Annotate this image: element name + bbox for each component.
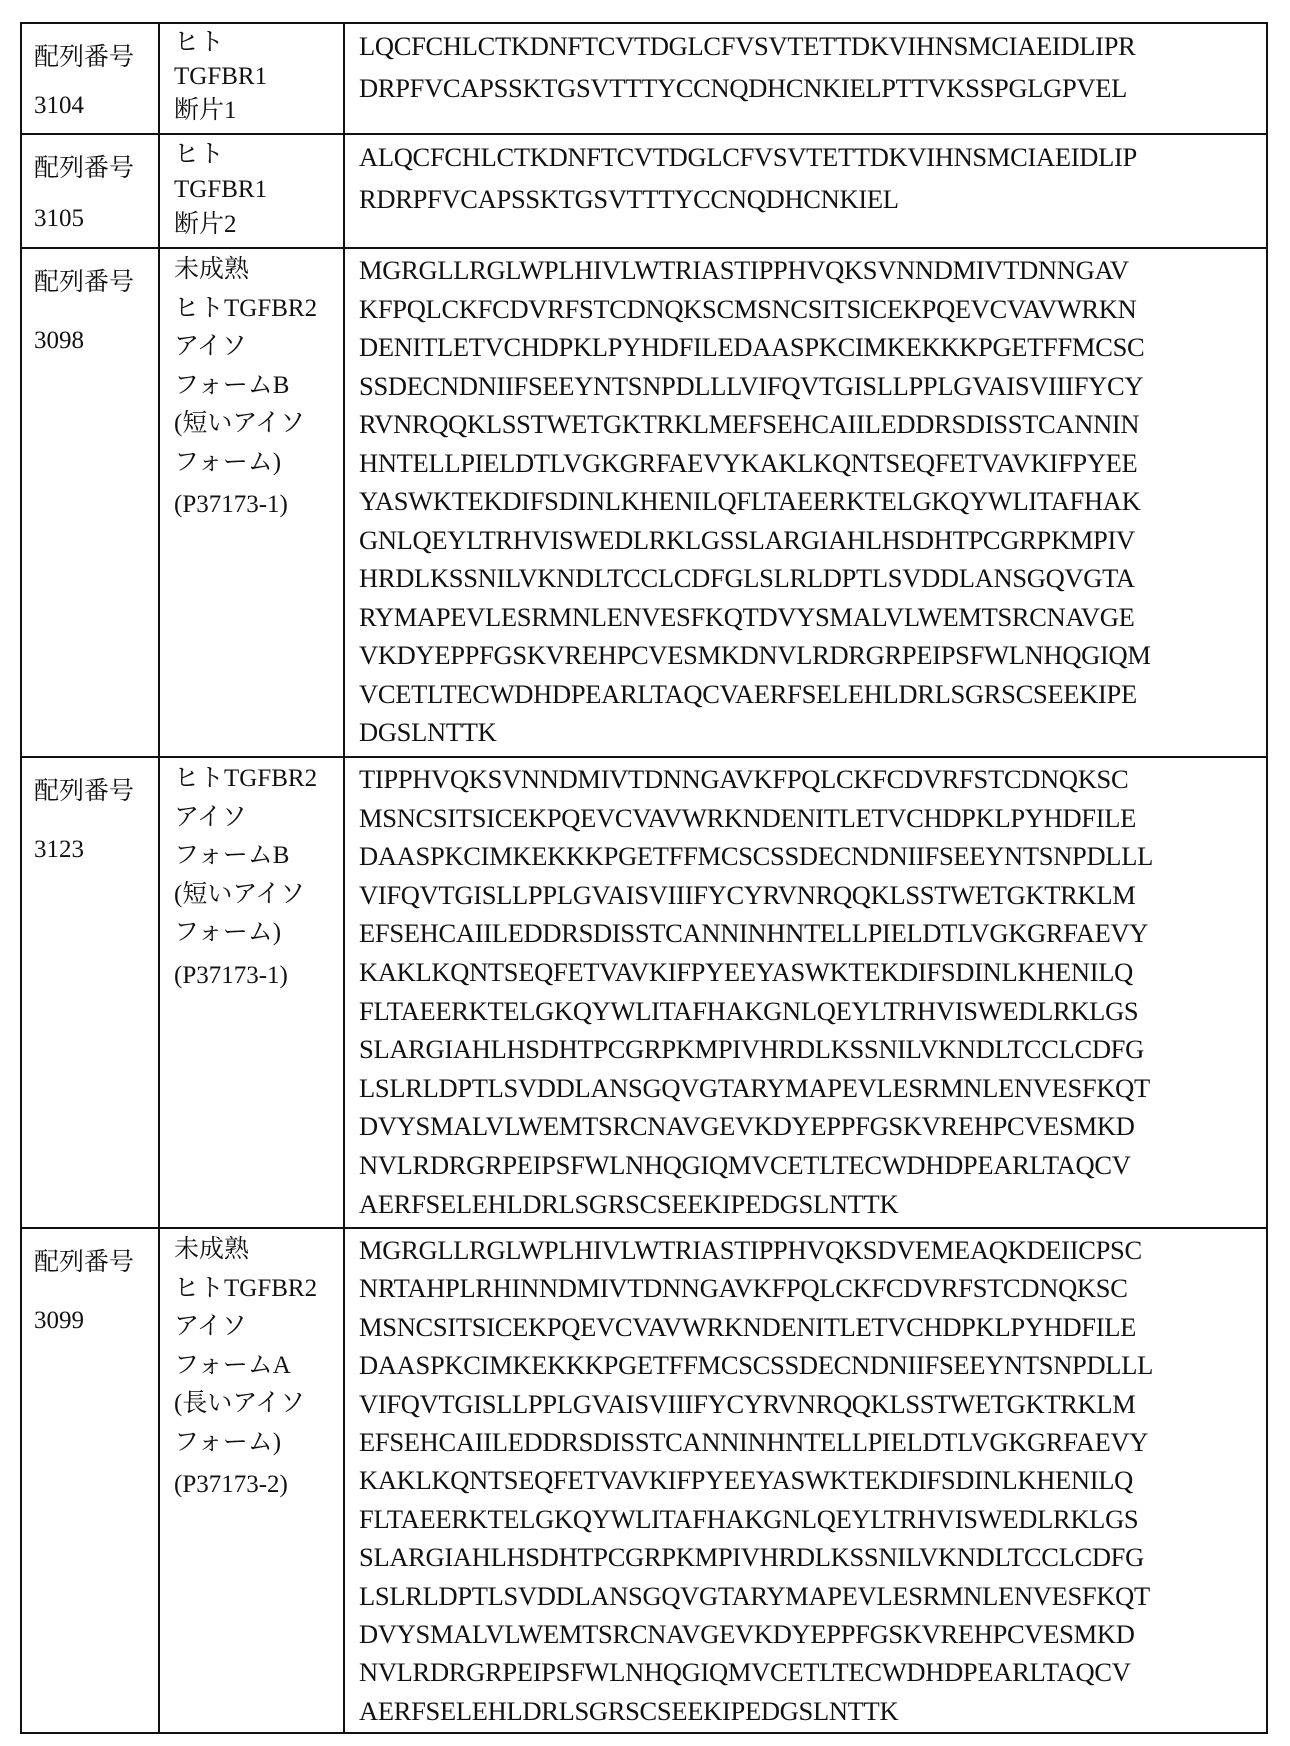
sequence-line: NVLRDRGRPEIPSFWLNHQGIQMVCETLTECWDHDPEARLTAQCV: [359, 1149, 1131, 1180]
sequence-line: KAKLKQNTSEQFETVAVKIFPYEEYASWKTEKDIFSDINLKHENILQ: [359, 1465, 1134, 1496]
table-row: [22, 133, 1266, 247]
seq-id-cell: [22, 135, 160, 247]
sequence-line: VKDYEPPFGSKVREHPCVESMKDNVLRDRGRPEIPSFWLNHQGIQM: [359, 640, 1151, 670]
sequence-line: NVLRDRGRPEIPSFWLNHQGIQMVCETLTECWDHDPEARLTAQCV: [359, 1657, 1131, 1688]
sequence-line: MGRGLLRGLWPLHIVLWTRIASTIPPHVQKSVNNDMIVTDNNGAV: [359, 255, 1129, 285]
sequence-line: SLARGIAHLHSDHTPCGRPKMPIVHRDLKSSNILVKNDLTCCLCDFG: [359, 1542, 1144, 1573]
table-row: [22, 24, 1266, 133]
sequence-line: RYMAPEVLESRMNLENVESFKQTDVYSMALVLWEMTSRCNAVGE: [359, 601, 1135, 632]
description-line: ヒトTGFBR2: [174, 294, 318, 322]
sequence-cell: [345, 135, 1266, 247]
description-cell: [160, 24, 345, 133]
sequence-line: TIPPHVQKSVNNDMIVTDNNGAVKFPQLCKFCDVRFSTCDNQKSC: [359, 764, 1129, 794]
sequence-line: AERFSELEHLDRLSGRSCSEEKIPEDGSLNTTK: [359, 1188, 899, 1219]
description-line: ヒト: [174, 29, 225, 56]
seq-id-label: 配列番号: [34, 776, 135, 805]
sequence-line: SLARGIAHLHSDHTPCGRPKMPIVHRDLKSSNILVKNDLTCCLCDFG: [359, 1034, 1144, 1065]
description-line: ヒトTGFBR2: [174, 1274, 318, 1302]
description-cell: [160, 1229, 345, 1732]
sequence-line: LQCFCHLCTKDNFTCVTDGLCFVSVTETTDKVIHNSMCIAEIDLIPR: [359, 31, 1136, 61]
sequence-line: KAKLKQNTSEQFETVAVKIFPYEEYASWKTEKDIFSDINLKHENILQ: [359, 956, 1134, 987]
seq-id-number: 3123: [34, 836, 84, 863]
description-line: フォームA: [174, 1351, 291, 1379]
sequence-line: LSLRLDPTLSVDDLANSGQVGTARYMAPEVLESRMNLENVESFKQT: [359, 1580, 1150, 1611]
sequence-line: FLTAEERKTELGKQYWLITAFHAKGNLQEYLTRHVISWEDLRKLGS: [359, 1503, 1139, 1534]
sequence-line: DGSLNTTK: [359, 717, 497, 747]
description-line: TGFBR1: [174, 176, 268, 203]
description-line: フォーム): [174, 919, 282, 946]
description-line: フォームB: [174, 371, 290, 399]
description-cell: [160, 135, 345, 247]
sequence-line: EFSEHCAIILEDDRSDISSTCANNINHNTELLPIELDTLVGKGRFAEVY: [359, 918, 1149, 949]
description-line: (短いアイソ: [174, 410, 306, 437]
description-cell: [160, 758, 345, 1227]
sequence-line: AERFSELEHLDRLSGRSCSEEKIPEDGSLNTTK: [359, 1695, 899, 1726]
seq-id-number: 3098: [34, 327, 84, 354]
sequence-cell: [345, 24, 1266, 133]
description-line: TGFBR1: [174, 63, 268, 90]
description-line: アイソ: [174, 333, 247, 360]
sequence-line: HNTELLPIELDTLVGKGRFAEVYKAKLKQNTSEQFETVAVKIFPYEE: [359, 447, 1138, 478]
sequence-line: LSLRLDPTLSVDDLANSGQVGTARYMAPEVLESRMNLENVESFKQT: [359, 1072, 1150, 1103]
seq-id-number: 3104: [34, 92, 84, 119]
seq-id-label: 配列番号: [34, 153, 135, 182]
description-line: フォーム): [174, 1428, 282, 1456]
sequence-line: DAASPKCIMKEKKKPGETFFMCSCSSDECNDNIIFSEEYNTSNPDLLL: [359, 841, 1153, 872]
sequence-line: MSNCSITSICEKPQEVCVAVWRKNDENITLETVCHDPKLPYHDFILE: [359, 1311, 1137, 1342]
description-line: ヒト: [174, 141, 225, 168]
sequence-cell: [345, 1229, 1266, 1732]
sequence-line: KFPQLCKFCDVRFSTCDNQKSCMSNCSITSICEKPQEVCVAVWRKN: [359, 293, 1137, 324]
table-row: [22, 247, 1266, 756]
description-line: 未成熟: [174, 1236, 250, 1263]
sequence-line: FLTAEERKTELGKQYWLITAFHAKGNLQEYLTRHVISWEDLRKLGS: [359, 995, 1139, 1026]
sequence-line: GNLQEYLTRHVISWEDLRKLGSSLARGIAHLHSDHTPCGRPKMPIV: [359, 524, 1135, 555]
seq-id-cell: [22, 24, 160, 133]
seq-id-number: 3105: [34, 205, 84, 232]
sequence-cell: [345, 249, 1266, 756]
sequence-line: RVNRQQKLSSTWETGKTRKLMEFSEHCAIILEDDRSDISSTCANNIN: [359, 409, 1140, 439]
sequence-line: VIFQVTGISLLPPLGVAISVIIIFYCYRVNRQQKLSSTWETGKTRKLM: [359, 1388, 1136, 1419]
description-line: (P37173-1): [174, 491, 288, 518]
sequence-line: RDRPFVCAPSSKTGSVTTTYCCNQDHCNKIEL: [359, 183, 899, 214]
description-line: フォーム): [174, 448, 282, 476]
description-line: 断片1: [174, 97, 237, 124]
sequence-table: [20, 22, 1268, 1734]
description-cell: [160, 249, 345, 756]
sequence-line: YASWKTEKDIFSDINLKHENILQFLTAEERKTELGKQYWLITAFHAK: [359, 486, 1141, 516]
seq-id-cell: [22, 249, 160, 756]
sequence-line: EFSEHCAIILEDDRSDISSTCANNINHNTELLPIELDTLVGKGRFAEVY: [359, 1427, 1149, 1458]
seq-id-cell: [22, 758, 160, 1227]
description-line: (P37173-2): [174, 1471, 288, 1498]
seq-id-label: 配列番号: [34, 267, 135, 296]
sequence-cell: [345, 758, 1266, 1227]
seq-id-cell: [22, 1229, 160, 1732]
sequence-line: DVYSMALVLWEMTSRCNAVGEVKDYEPPFGSKVREHPCVESMKD: [359, 1619, 1135, 1650]
sequence-line: MGRGLLRGLWPLHIVLWTRIASTIPPHVQKSDVEMEAQKDEIICPSC: [359, 1235, 1142, 1265]
seq-id-label: 配列番号: [34, 42, 135, 71]
seq-id-number: 3099: [34, 1307, 84, 1334]
sequence-line: DAASPKCIMKEKKKPGETFFMCSCSSDECNDNIIFSEEYNTSNPDLLL: [359, 1350, 1153, 1381]
description-line: 断片2: [174, 211, 237, 238]
description-line: ヒトTGFBR2: [174, 765, 318, 792]
description-line: (短いアイソ: [174, 880, 306, 908]
sequence-line: VIFQVTGISLLPPLGVAISVIIIFYCYRVNRQQKLSSTWETGKTRKLM: [359, 879, 1136, 910]
sequence-line: ALQCFCHLCTKDNFTCVTDGLCFVSVTETTDKVIHNSMCIAEIDLIP: [359, 142, 1137, 172]
sequence-line: DENITLETVCHDPKLPYHDFILEDAASPKCIMKEKKKPGETFFMCSC: [359, 332, 1145, 362]
sequence-line: VCETLTECWDHDPEARLTAQCVAERFSELEHLDRLSGRSCSEEKIPE: [359, 678, 1137, 709]
sequence-line: MSNCSITSICEKPQEVCVAVWRKNDENITLETVCHDPKLPYHDFILE: [359, 802, 1137, 833]
description-line: フォームB: [174, 842, 290, 869]
description-line: アイソ: [174, 1313, 247, 1340]
description-line: (長いアイソ: [174, 1390, 306, 1417]
seq-id-label: 配列番号: [34, 1247, 135, 1276]
table-row: [22, 1227, 1266, 1732]
sequence-line: HRDLKSSNILVKNDLTCCLCDFGLSLRLDPTLSVDDLANSGQVGTA: [359, 563, 1135, 593]
description-line: (P37173-1): [174, 961, 288, 989]
table-row: [22, 756, 1266, 1227]
sequence-line: NRTAHPLRHINNDMIVTDNNGAVKFPQLCKFCDVRFSTCDNQKSC: [359, 1273, 1128, 1304]
description-line: 未成熟: [174, 256, 250, 283]
sequence-line: DRPFVCAPSSKTGSVTTTYCCNQDHCNKIELPTTVKSSPGLGPVEL: [359, 72, 1128, 103]
sequence-line: SSDECNDNIIFSEEYNTSNPDLLLVIFQVTGISLLPPLGVAISVIIIFYCY: [359, 370, 1144, 401]
sequence-line: DVYSMALVLWEMTSRCNAVGEVKDYEPPFGSKVREHPCVESMKD: [359, 1111, 1135, 1142]
description-line: アイソ: [174, 803, 247, 831]
